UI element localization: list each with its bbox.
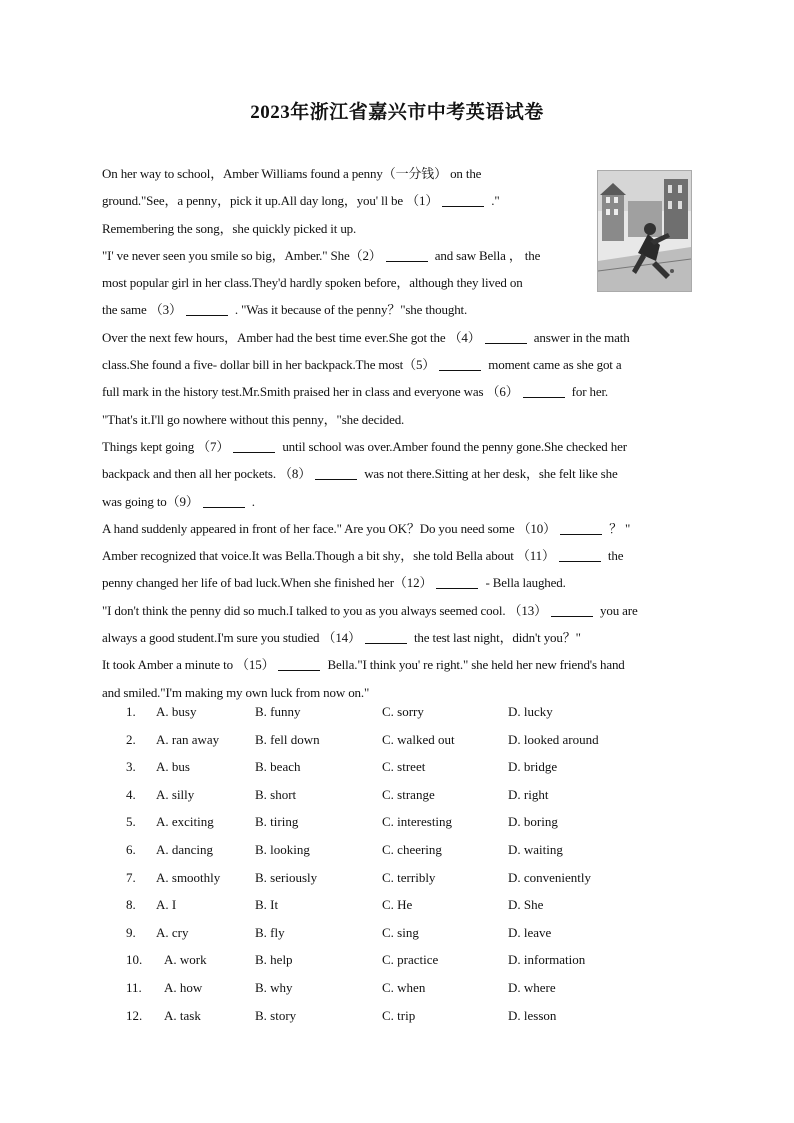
option-b[interactable]: B. seriously (255, 869, 318, 885)
question-number: 1. (126, 704, 136, 719)
option-d[interactable]: D. right (508, 786, 549, 802)
passage-line (102, 624, 694, 651)
option-b[interactable]: B. funny (255, 704, 301, 719)
question-number: 11. (126, 980, 142, 995)
page-title: 2023年浙江省嘉兴市中考英语试卷 (250, 102, 544, 123)
passage-text: and smiled."I'm making my own luck from now on." (102, 684, 370, 700)
option-a[interactable]: A. work (164, 952, 207, 968)
question-number: 3. (126, 759, 136, 775)
option-b[interactable]: B. beach (255, 759, 301, 775)
option-d[interactable]: D. lucky (508, 704, 553, 719)
passage-line (102, 460, 694, 487)
passage-text: - Bella laughed. (482, 575, 566, 591)
answer-blank (315, 465, 357, 480)
passage-text: always a good student.I'm sure you studied （14） (102, 630, 361, 646)
option-a[interactable]: A. dancing (156, 842, 214, 857)
option-c[interactable]: C. He (382, 897, 413, 913)
passage-line (102, 597, 694, 624)
answer-blank (203, 493, 245, 508)
passage-text: ？ " (605, 520, 631, 536)
passage-text: On her way to school，Amber Williams found a penny（一分钱） on the (102, 166, 482, 181)
option-d[interactable]: D. information (508, 952, 586, 968)
passage-text: the same （3） (102, 302, 182, 318)
question-row (0, 891, 794, 919)
question-row (0, 726, 794, 754)
question-number: 12. (126, 1007, 143, 1023)
answer-blank (278, 656, 320, 671)
option-d[interactable]: D. She (508, 897, 544, 913)
option-a[interactable]: A. cry (156, 924, 189, 940)
question-row (0, 836, 794, 864)
passage-text: Amber recognized that voice.It was Bella.Though a bit shy，she told Bella about （11） (102, 548, 555, 564)
passage-text: you are (596, 602, 638, 618)
question-row (0, 864, 794, 892)
passage-text: . "Was it because of the penny？"she thought. (231, 302, 468, 318)
passage-line (102, 269, 694, 296)
passage-text: "I don't think the penny did so much.I talked to you as you always seemed cool. （13） (102, 602, 547, 618)
passage-line (102, 296, 694, 323)
question-number: 2. (126, 731, 136, 747)
passage-line (102, 433, 694, 460)
option-c[interactable]: C. walked out (382, 731, 455, 747)
option-c[interactable]: C. trip (382, 1007, 416, 1023)
passage-line (102, 187, 694, 214)
passage-text: It took Amber a minute to （15） (102, 657, 275, 673)
passage-text: Things kept going （7） (102, 438, 230, 454)
passage-text: moment came as she got a (485, 357, 622, 373)
option-b[interactable]: B. why (255, 980, 293, 995)
option-d[interactable]: D. where (508, 980, 556, 995)
passage-text: answer in the math (530, 329, 630, 345)
option-c[interactable]: C. sing (382, 924, 419, 940)
question-number: 7. (126, 869, 136, 885)
option-d[interactable]: D. bridge (508, 759, 558, 775)
question-number: 10. (126, 952, 143, 968)
option-a[interactable]: A. exciting (156, 814, 214, 830)
option-c[interactable]: C. sorry (382, 704, 424, 719)
option-c[interactable]: C. terribly (382, 869, 436, 885)
option-a[interactable]: A. ran away (156, 731, 220, 747)
passage-text: "I' ve never seen you smile so big，Amber." She（2） (102, 247, 382, 263)
question-row (0, 781, 794, 809)
answer-blank (560, 520, 602, 535)
answer-blank (485, 329, 527, 344)
answer-blank (386, 247, 428, 262)
passage-text: penny changed her life of bad luck.When she finished her（12） (102, 575, 433, 591)
passage-text: A hand suddenly appeared in front of her face." Are you OK？Do you need some （10） (102, 520, 556, 536)
answer-blank (233, 438, 275, 453)
option-c[interactable]: C. cheering (382, 842, 442, 857)
option-c[interactable]: C. when (382, 980, 426, 995)
option-b[interactable]: B. It (255, 897, 279, 913)
passage-text: ." (488, 193, 500, 209)
option-d[interactable]: D. conveniently (508, 869, 592, 885)
passage-line (102, 324, 694, 351)
passage-text: the test last night，didn't you？" (410, 630, 581, 646)
question-row (0, 753, 794, 781)
reading-passage (102, 160, 694, 706)
answer-blank (559, 547, 601, 562)
question-row (0, 698, 794, 726)
passage-text: was going to（9） (102, 493, 199, 509)
passage-line (102, 160, 694, 187)
option-a[interactable]: A. task (164, 1007, 201, 1023)
option-b[interactable]: B. short (255, 786, 297, 802)
passage-line (102, 488, 694, 515)
option-d[interactable]: D. boring (508, 814, 558, 830)
question-number: 9. (126, 924, 136, 940)
answer-blank (523, 383, 565, 398)
answer-blank (442, 192, 484, 207)
passage-text: was not there.Sitting at her desk，she felt like she (361, 466, 618, 482)
question-row (0, 919, 794, 947)
option-a[interactable]: A. silly (156, 786, 195, 802)
passage-line (102, 351, 694, 378)
option-a[interactable]: A. smoothly (156, 869, 221, 885)
option-b[interactable]: B. help (255, 952, 293, 968)
passage-text: and saw Bella ， the (431, 247, 541, 263)
option-a[interactable]: A. bus (156, 759, 190, 775)
option-b[interactable]: B. fell down (255, 731, 320, 747)
passage-line (102, 515, 694, 542)
question-row (0, 1002, 794, 1030)
question-number: 6. (126, 842, 136, 857)
option-d[interactable]: D. leave (508, 924, 552, 940)
option-d[interactable]: D. looked around (508, 731, 599, 747)
answer-blank (186, 301, 228, 316)
passage-text: . (248, 493, 255, 509)
question-number: 8. (126, 897, 136, 913)
answer-blank (551, 602, 593, 617)
option-a[interactable]: A. how (164, 980, 203, 995)
option-c[interactable]: C. street (382, 759, 426, 775)
passage-text: Over the next few hours，Amber had the best time ever.She got the （4） (102, 329, 481, 345)
passage-line (102, 406, 694, 433)
question-number: 4. (126, 786, 136, 802)
passage-text: Bella."I think you' re right." she held her new friend's hand (324, 657, 625, 673)
option-b[interactable]: B. tiring (255, 814, 299, 830)
option-c[interactable]: C. interesting (382, 814, 453, 830)
option-c[interactable]: C. practice (382, 952, 439, 968)
option-b[interactable]: B. looking (255, 842, 310, 857)
passage-text: Remembering the song，she quickly picked it up. (102, 220, 357, 236)
answer-blank (436, 574, 478, 589)
question-number: 5. (126, 814, 136, 830)
option-b[interactable]: B. story (255, 1007, 297, 1023)
question-row (0, 946, 794, 974)
passage-text: most popular girl in her class.They'd hardly spoken before，although they lived on (102, 275, 523, 291)
passage-line (102, 378, 694, 405)
passage-line (102, 569, 694, 596)
passage-line (102, 651, 694, 678)
option-b[interactable]: B. fly (255, 924, 285, 940)
passage-text: until school was over.Amber found the penny gone.She checked her (279, 438, 627, 454)
passage-text: backpack and then all her pockets. （8） (102, 466, 312, 482)
answer-blank (439, 356, 481, 371)
passage-line (102, 242, 694, 269)
question-row (0, 808, 794, 836)
option-a[interactable]: A. I (156, 897, 177, 913)
passage-text: the (604, 548, 624, 564)
question-row (0, 974, 794, 1002)
passage-text: "That's it.I'll go nowhere without this penny，"she decided. (102, 411, 405, 427)
option-c[interactable]: C. strange (382, 786, 435, 802)
option-a[interactable]: A. busy (156, 704, 197, 719)
passage-line (102, 215, 694, 242)
passage-text: full mark in the history test.Mr.Smith praised her in class and everyone was （6） (102, 384, 519, 400)
passage-text: class.She found a five- dollar bill in her backpack.The most（5） (102, 357, 436, 373)
passage-text: ground."See，a penny，pick it up.All day long，you' ll be （1） (102, 193, 439, 209)
answer-blank (365, 629, 407, 644)
passage-line (102, 542, 694, 569)
option-d[interactable]: D. waiting (508, 842, 563, 857)
passage-text: for her. (568, 384, 609, 400)
option-d[interactable]: D. lesson (508, 1007, 557, 1023)
